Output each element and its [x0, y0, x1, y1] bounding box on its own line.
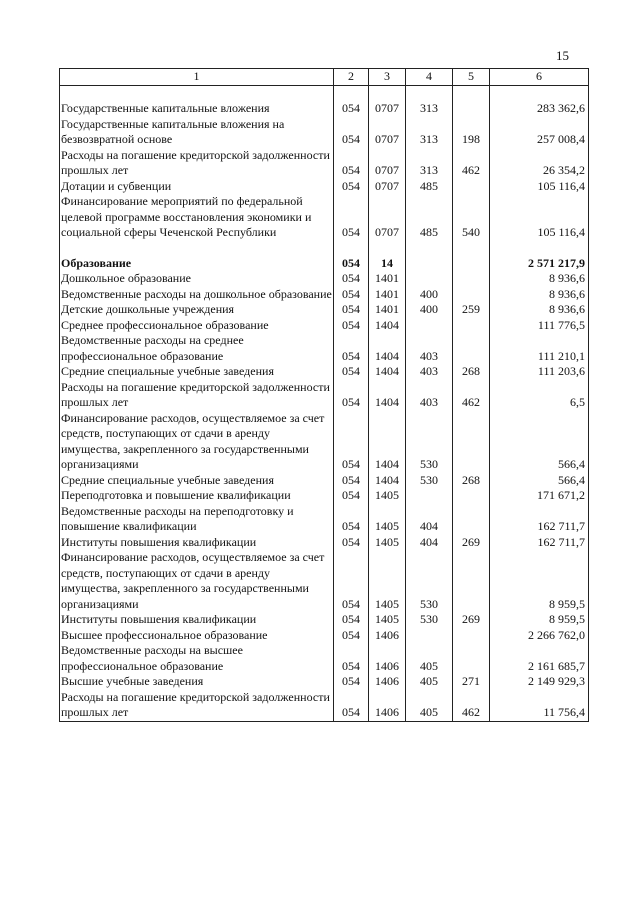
row-amount: 283 362,6	[490, 101, 589, 117]
row-target-code: 313	[406, 148, 453, 179]
row-target-code	[406, 318, 453, 334]
row-expense-code: 271	[453, 674, 490, 690]
row-name: Ведомственные расходы на переподготовку и повышение квалификации	[60, 504, 334, 535]
row-ministry-code: 054	[334, 674, 369, 690]
row-section-code: 1404	[369, 473, 406, 489]
row-target-code: 405	[406, 643, 453, 674]
row-amount: 8 959,5	[490, 550, 589, 612]
row-amount: 8 936,6	[490, 287, 589, 303]
row-amount: 566,4	[490, 473, 589, 489]
table-row	[60, 287, 589, 303]
row-target-code: 403	[406, 380, 453, 411]
row-expense-code	[453, 179, 490, 195]
row-name: Расходы на погашение кредиторской задолженности прошлых лет	[60, 690, 334, 722]
row-section-code: 1401	[369, 287, 406, 303]
header-row	[60, 69, 589, 86]
spacer-cell	[334, 241, 369, 256]
spacer-row	[60, 241, 589, 256]
row-target-code	[406, 271, 453, 287]
table-row	[60, 256, 589, 272]
row-target-code: 530	[406, 550, 453, 612]
row-section-code: 1405	[369, 535, 406, 551]
row-amount: 162 711,7	[490, 504, 589, 535]
row-ministry-code: 054	[334, 271, 369, 287]
row-expense-code: 269	[453, 612, 490, 628]
row-name: Средние специальные учебные заведения	[60, 473, 334, 489]
row-expense-code	[453, 643, 490, 674]
row-section-code: 1404	[369, 380, 406, 411]
header-col-5: 5	[453, 69, 490, 86]
spacer-cell	[406, 86, 453, 102]
row-amount: 2 266 762,0	[490, 628, 589, 644]
row-expense-code	[453, 411, 490, 473]
row-section-code: 0707	[369, 148, 406, 179]
row-target-code: 400	[406, 287, 453, 303]
table-row	[60, 550, 589, 612]
row-target-code: 404	[406, 535, 453, 551]
row-ministry-code: 054	[334, 364, 369, 380]
row-section-code: 0707	[369, 101, 406, 117]
row-expense-code: 268	[453, 473, 490, 489]
row-ministry-code: 054	[334, 473, 369, 489]
header-col-4: 4	[406, 69, 453, 86]
row-target-code: 400	[406, 302, 453, 318]
row-section-code: 1405	[369, 612, 406, 628]
table-header	[60, 69, 589, 86]
row-expense-code	[453, 256, 490, 272]
row-section-code: 1404	[369, 411, 406, 473]
row-amount: 2 149 929,3	[490, 674, 589, 690]
table-row	[60, 333, 589, 364]
row-section-code: 1405	[369, 550, 406, 612]
row-expense-code	[453, 287, 490, 303]
table-row	[60, 612, 589, 628]
row-section-code: 1404	[369, 318, 406, 334]
table-row	[60, 117, 589, 148]
spacer-cell	[490, 241, 589, 256]
budget-table	[59, 68, 589, 722]
row-expense-code: 462	[453, 690, 490, 722]
row-ministry-code: 054	[334, 612, 369, 628]
row-target-code	[406, 628, 453, 644]
row-expense-code	[453, 318, 490, 334]
row-name: Институты повышения квалификации	[60, 612, 334, 628]
row-section-code: 1401	[369, 302, 406, 318]
row-amount: 105 116,4	[490, 179, 589, 195]
table-row	[60, 271, 589, 287]
row-target-code: 405	[406, 674, 453, 690]
row-name: Ведомственные расходы на высшее профессиональное образование	[60, 643, 334, 674]
row-ministry-code: 054	[334, 302, 369, 318]
spacer-cell	[369, 86, 406, 102]
row-target-code: 404	[406, 504, 453, 535]
row-ministry-code: 054	[334, 535, 369, 551]
row-amount: 2 571 217,9	[490, 256, 589, 272]
header-col-3: 3	[369, 69, 406, 86]
spacer-cell	[60, 86, 334, 102]
table-row	[60, 643, 589, 674]
row-name: Переподготовка и повышение квалификации	[60, 488, 334, 504]
row-expense-code: 540	[453, 194, 490, 241]
row-section-code: 1406	[369, 674, 406, 690]
row-target-code: 485	[406, 194, 453, 241]
row-target-code: 313	[406, 117, 453, 148]
row-amount: 257 008,4	[490, 117, 589, 148]
table-row	[60, 148, 589, 179]
spacer-cell	[406, 241, 453, 256]
spacer-cell	[453, 86, 490, 102]
row-name: Средние специальные учебные заведения	[60, 364, 334, 380]
row-expense-code: 269	[453, 535, 490, 551]
spacer-cell	[490, 86, 589, 102]
row-name: Расходы на погашение кредиторской задолженности прошлых лет	[60, 380, 334, 411]
table-row	[60, 411, 589, 473]
row-amount: 8 959,5	[490, 612, 589, 628]
row-name: Государственные капитальные вложения	[60, 101, 334, 117]
row-name: Институты повышения квалификации	[60, 535, 334, 551]
row-amount: 6,5	[490, 380, 589, 411]
row-amount: 162 711,7	[490, 535, 589, 551]
row-ministry-code: 054	[334, 148, 369, 179]
row-name: Финансирование мероприятий по федеральной целевой программе восстановления экономики и социальной сферы Чеченской Республики	[60, 194, 334, 241]
row-expense-code	[453, 333, 490, 364]
table-row	[60, 504, 589, 535]
row-target-code: 403	[406, 333, 453, 364]
row-section-code: 1405	[369, 488, 406, 504]
row-expense-code: 462	[453, 148, 490, 179]
row-ministry-code: 054	[334, 628, 369, 644]
row-name: Финансирование расходов, осуществляемое за счет средств, поступающих от сдачи в аренду имущества, закрепленного за государственными организациями	[60, 550, 334, 612]
row-section-code: 1404	[369, 333, 406, 364]
row-expense-code	[453, 504, 490, 535]
row-section-code: 0707	[369, 194, 406, 241]
table-row	[60, 473, 589, 489]
row-amount: 111 210,1	[490, 333, 589, 364]
row-expense-code	[453, 271, 490, 287]
table-row	[60, 535, 589, 551]
row-ministry-code: 054	[334, 504, 369, 535]
row-target-code: 530	[406, 612, 453, 628]
row-amount: 26 354,2	[490, 148, 589, 179]
row-amount: 111 203,6	[490, 364, 589, 380]
row-expense-code	[453, 101, 490, 117]
row-amount: 566,4	[490, 411, 589, 473]
row-expense-code: 268	[453, 364, 490, 380]
row-target-code: 403	[406, 364, 453, 380]
row-target-code: 530	[406, 473, 453, 489]
table-row	[60, 101, 589, 117]
row-section-code: 1406	[369, 690, 406, 722]
row-section-code: 1406	[369, 643, 406, 674]
row-ministry-code: 054	[334, 380, 369, 411]
table-row	[60, 302, 589, 318]
table-row	[60, 318, 589, 334]
header-col-6: 6	[490, 69, 589, 86]
row-amount: 8 936,6	[490, 271, 589, 287]
row-ministry-code: 054	[334, 411, 369, 473]
row-section-code: 1406	[369, 628, 406, 644]
row-name: Дотации и субвенции	[60, 179, 334, 195]
row-name: Детские дошкольные учреждения	[60, 302, 334, 318]
row-amount: 111 776,5	[490, 318, 589, 334]
row-name: Среднее профессиональное образование	[60, 318, 334, 334]
spacer-cell	[334, 86, 369, 102]
row-ministry-code: 054	[334, 550, 369, 612]
row-amount: 11 756,4	[490, 690, 589, 722]
row-target-code: 530	[406, 411, 453, 473]
row-expense-code	[453, 550, 490, 612]
row-name: Дошкольное образование	[60, 271, 334, 287]
table-body	[60, 86, 589, 722]
row-expense-code	[453, 488, 490, 504]
table-row	[60, 380, 589, 411]
row-name: Финансирование расходов, осуществляемое за счет средств, поступающих от сдачи в аренду имущества, закрепленного за государственными организациями	[60, 411, 334, 473]
table-row	[60, 364, 589, 380]
row-ministry-code: 054	[334, 179, 369, 195]
row-section-code: 0707	[369, 117, 406, 148]
row-ministry-code: 054	[334, 101, 369, 117]
row-expense-code: 198	[453, 117, 490, 148]
spacer-row	[60, 86, 589, 102]
row-expense-code	[453, 628, 490, 644]
table-row	[60, 488, 589, 504]
spacer-cell	[369, 241, 406, 256]
table-row	[60, 690, 589, 722]
header-col-2: 2	[334, 69, 369, 86]
row-expense-code: 462	[453, 380, 490, 411]
row-amount: 2 161 685,7	[490, 643, 589, 674]
row-name: Ведомственные расходы на дошкольное образование	[61, 286, 332, 301]
row-ministry-code: 054	[334, 194, 369, 241]
row-ministry-code: 054	[334, 690, 369, 722]
row-ministry-code: 054	[334, 333, 369, 364]
table-row	[60, 674, 589, 690]
row-name: Государственные капитальные вложения на безвозвратной основе	[60, 117, 334, 148]
spacer-cell	[60, 241, 334, 256]
table-row	[60, 179, 589, 195]
row-section-code: 1401	[369, 271, 406, 287]
row-ministry-code: 054	[334, 643, 369, 674]
row-section-code: 1404	[369, 364, 406, 380]
row-section-code: 0707	[369, 179, 406, 195]
row-expense-code: 259	[453, 302, 490, 318]
row-target-code	[406, 488, 453, 504]
row-ministry-code: 054	[334, 318, 369, 334]
row-name: Расходы на погашение кредиторской задолженности прошлых лет	[60, 148, 334, 179]
row-ministry-code: 054	[334, 287, 369, 303]
row-section-code: 1405	[369, 504, 406, 535]
row-amount: 8 936,6	[490, 302, 589, 318]
row-section-code: 14	[369, 256, 406, 272]
row-name: Образование	[60, 256, 334, 272]
row-name: Высшие учебные заведения	[60, 674, 334, 690]
row-target-code: 485	[406, 179, 453, 195]
row-ministry-code: 054	[334, 117, 369, 148]
row-name: Высшее профессиональное образование	[60, 628, 334, 644]
row-name: Ведомственные расходы на среднее профессиональное образование	[60, 333, 334, 364]
row-target-code: 405	[406, 690, 453, 722]
row-target-code: 313	[406, 101, 453, 117]
table-row	[60, 628, 589, 644]
page-number: 15	[556, 48, 569, 63]
table-row	[60, 194, 589, 241]
row-amount: 171 671,2	[490, 488, 589, 504]
header-col-1: 1	[60, 69, 334, 86]
row-ministry-code: 054	[334, 256, 369, 272]
row-ministry-code: 054	[334, 488, 369, 504]
row-target-code	[406, 256, 453, 272]
row-amount: 105 116,4	[490, 194, 589, 241]
spacer-cell	[453, 241, 490, 256]
